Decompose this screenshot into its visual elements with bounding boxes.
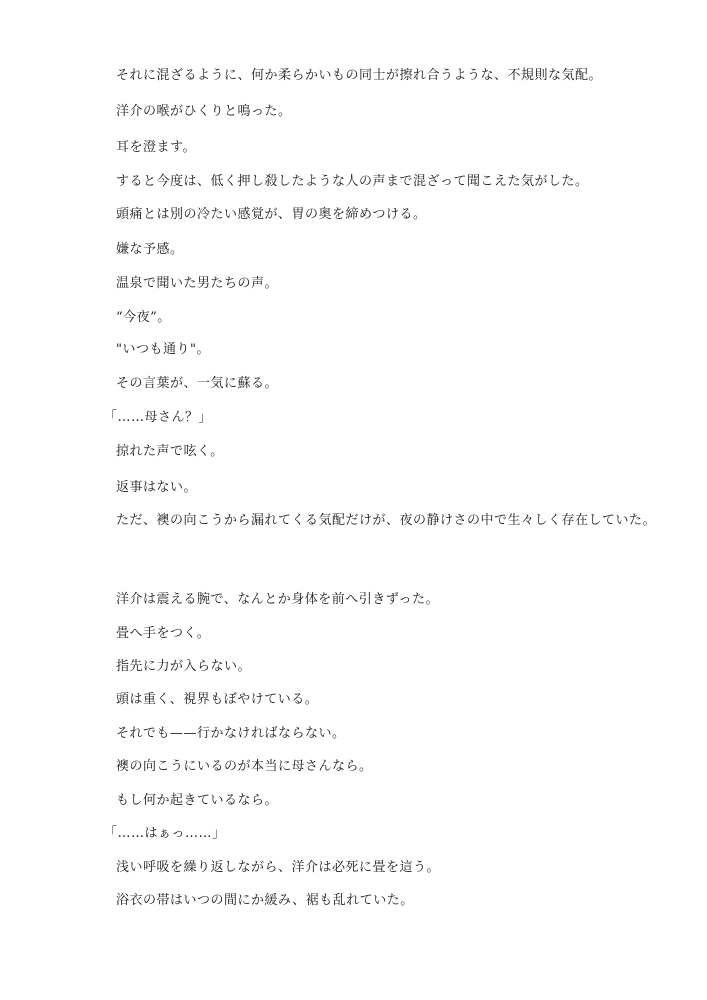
paragraph-line: 畳へ手をつく。 bbox=[116, 626, 211, 641]
paragraph-line: “今夜”。 bbox=[116, 310, 171, 325]
paragraph-line: 嫌な予感。 bbox=[116, 242, 184, 257]
paragraph-line: 襖の向こうにいるのが本当に母さんなら。 bbox=[116, 759, 373, 774]
dialogue-line: 「……母さん？」 bbox=[104, 410, 213, 425]
paragraph-line: 浅い呼吸を繰り返しながら、洋介は必死に畳を這う。 bbox=[116, 860, 441, 875]
paragraph-line: 洋介の喉がひくりと鳴った。 bbox=[116, 104, 292, 119]
paragraph-line: 洋介は震える腕で、なんとか身体を前へ引きずった。 bbox=[116, 592, 439, 607]
paragraph-line: 指先に力が入らない。 bbox=[116, 659, 252, 674]
paragraph-line: 耳を澄ます。 bbox=[116, 140, 196, 155]
paragraph-line: もし何か起きているなら。 bbox=[116, 793, 279, 808]
paragraph-line: それでも——行かなければならない。 bbox=[116, 726, 346, 741]
paragraph-line: それに混ざるように、何か柔らかいもの同士が擦れ合うような、不規則な気配。 bbox=[116, 68, 603, 83]
paragraph-line: 掠れた声で呟く。 bbox=[116, 444, 224, 459]
paragraph-line: その言葉が、一気に蘇る。 bbox=[116, 376, 279, 391]
paragraph-line: 頭は重く、視界もぼやけている。 bbox=[116, 692, 319, 707]
paragraph-line: "いつも通り"。 bbox=[116, 342, 210, 357]
paragraph-line: 頭痛とは別の冷たい感覚が、胃の奥を締めつける。 bbox=[116, 207, 427, 222]
paragraph-line: 浴衣の帯はいつの間にか緩み、裾も乱れていた。 bbox=[116, 893, 414, 908]
dialogue-line: 「……はぁっ……」 bbox=[104, 826, 226, 841]
paragraph-line: すると今度は、低く押し殺したような人の声まで混ざって聞こえた気がした。 bbox=[116, 174, 589, 189]
paragraph-line: 温泉で聞いた男たちの声。 bbox=[116, 276, 279, 291]
paragraph-line: ただ、襖の向こうから漏れてくる気配だけが、夜の静けさの中で生々しく存在していた。 bbox=[116, 513, 657, 528]
paragraph-line: 返事はない。 bbox=[116, 480, 198, 495]
